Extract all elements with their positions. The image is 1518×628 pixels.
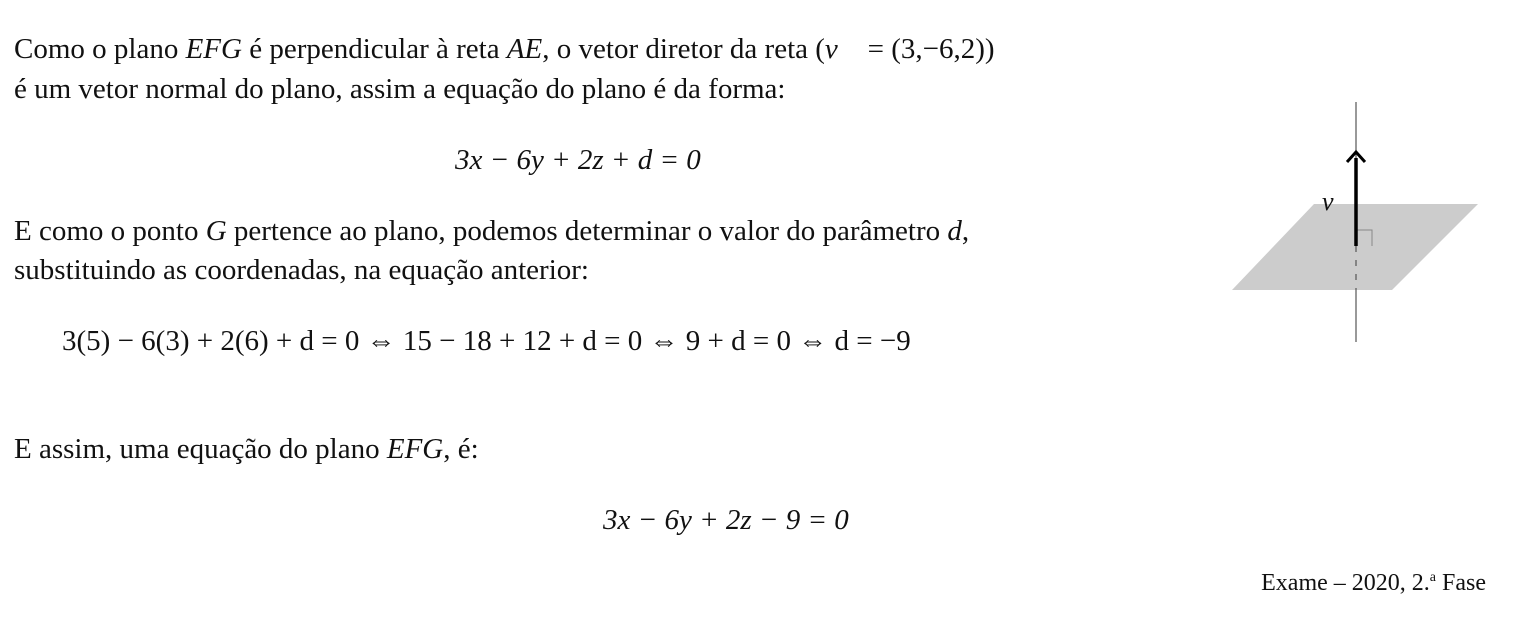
source-suffix: Fase: [1436, 570, 1486, 596]
text-segment: , o vetor diretor da reta (: [542, 33, 825, 65]
source-text: Exame – 2020, 2.: [1261, 570, 1430, 596]
text-segment: E assim, uma equação do plano: [14, 433, 387, 465]
paragraph-1-line-1: [14, 32, 995, 66]
text-segment: = (3,−6,2)): [860, 33, 995, 65]
parameter-d: d: [947, 215, 962, 247]
line-name-ae: AE: [506, 33, 543, 65]
text-segment: ,: [961, 215, 970, 247]
plane-normal-vector-figure: [1224, 96, 1484, 346]
paragraph-2-line-2: substituindo as coordenadas, na equação anterior:: [14, 254, 589, 286]
paragraph-3-line-1: [14, 432, 479, 466]
equation-final-plane: 3x − 6y + 2z − 9 = 0: [603, 504, 849, 536]
paragraph-1-line-2: é um vetor normal do plano, assim a equação do plano é da forma:: [14, 73, 786, 105]
equation-solve-d: 3(5) − 6(3) + 2(6) + d = 0 ⇔ 15 − 18 + 12 + d = 0 ⇔ 9 + d = 0 ⇔ d = −9: [62, 325, 911, 357]
point-g: G: [205, 215, 227, 247]
equation-plane-form: 3x − 6y + 2z + d = 0: [455, 144, 701, 176]
text-segment: é perpendicular à reta: [241, 33, 507, 65]
plane-name-efg: EFG: [185, 33, 242, 65]
paragraph-2-line-1: [14, 214, 969, 248]
source-superscript: a: [1429, 570, 1436, 585]
text-segment: Como o plano: [14, 33, 186, 65]
text-segment: E como o ponto: [14, 215, 206, 247]
plane-name-efg: EFG: [386, 433, 444, 465]
exam-source: [1261, 570, 1486, 597]
vector-label: v⃗: [1322, 187, 1354, 216]
vector-v: v⃗: [824, 33, 861, 65]
text-segment: pertence ao plano, podemos determinar o valor do parâmetro: [226, 215, 948, 247]
text-segment: , é:: [443, 433, 479, 465]
